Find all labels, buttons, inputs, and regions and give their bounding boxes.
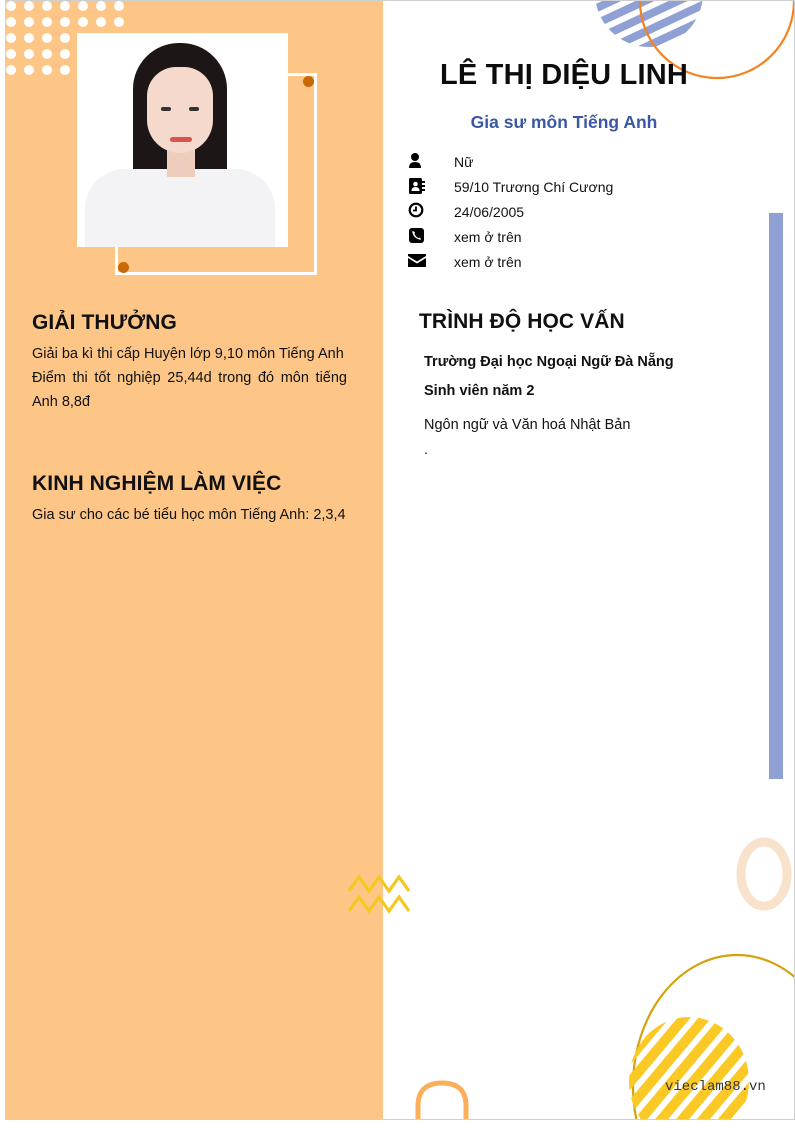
contact-address: 59/10 Trương Chí Cương (408, 177, 708, 199)
education-note: . (424, 441, 428, 457)
contact-email: xem ở trên (408, 252, 708, 274)
experience-item: Gia sư cho các bé tiểu học môn Tiếng Anh: 2,3,4 (32, 507, 346, 523)
experience-title: KINH NGHIỆM LÀM VIỆC (32, 472, 282, 495)
awards-title: GIẢI THƯỞNG (32, 311, 177, 334)
watermark: vieclam88.vn (665, 1079, 766, 1095)
education-major: Ngôn ngữ và Văn hoá Nhật Bản (424, 417, 631, 433)
contact-phone: xem ở trên (408, 227, 708, 249)
orange-arch-decoration (6, 1, 795, 1120)
candidate-name: LÊ THỊ DIỆU LINH (439, 59, 689, 91)
award-item: Giải ba kì thi cấp Huyện lớp 9,10 môn Tiếng Anh (32, 346, 344, 362)
job-title: Gia sư môn Tiếng Anh (470, 112, 658, 132)
cv-page (5, 0, 795, 1120)
education-year: Sinh viên năm 2 (424, 383, 535, 399)
education-school: Trường Đại học Ngoại Ngữ Đà Nẵng (424, 354, 674, 370)
contact-gender: Nữ (408, 152, 708, 174)
education-title: TRÌNH ĐỘ HỌC VẤN (419, 310, 625, 333)
award-item: Điểm thi tốt nghiệp 25,44d trong đó môn tiếng Anh 8,8đ (32, 370, 347, 410)
contact-birthday: 24/06/2005 (408, 202, 708, 224)
